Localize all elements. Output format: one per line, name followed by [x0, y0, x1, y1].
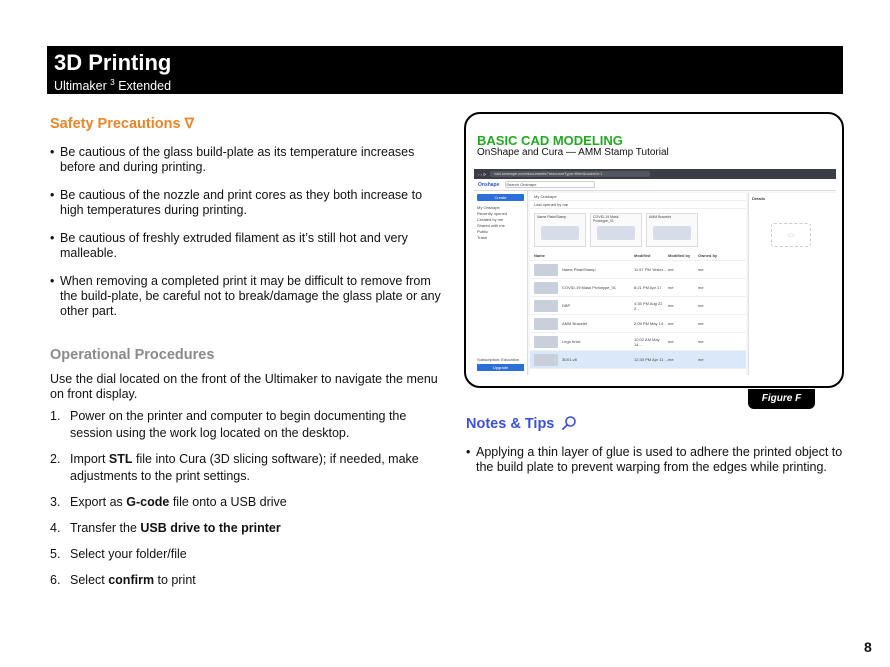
row-thumbnail [534, 336, 558, 348]
url-field: cad.onshape.com/documents?resourceType=filter&nodeId=1 [490, 171, 650, 177]
column-header: Modified by [668, 253, 691, 258]
sidebar-item: My Onshape [477, 205, 500, 210]
onshape-screenshot [474, 169, 836, 375]
step-number: 6. [50, 573, 61, 587]
step-text: Export as [70, 495, 127, 509]
subtitle-superscript: 3 [110, 78, 115, 87]
card-thumbnail [541, 226, 579, 240]
row-modified-by: me [668, 339, 674, 344]
row-owner: me [698, 339, 704, 344]
recent-card-name: AMM Bracelet [649, 215, 671, 219]
row-name: COVID-19 Mask Prototype_01 [562, 285, 617, 290]
operations-heading: Operational Procedures [50, 347, 215, 363]
row-modified-by: me [668, 267, 674, 272]
browser-nav-icon: ‹ › ⟳ [478, 171, 487, 177]
column-header: Name [534, 253, 545, 258]
step-emphasis: confirm [108, 573, 155, 587]
sidebar-item: Public [477, 229, 488, 234]
sidebar-item: Trash [477, 235, 488, 240]
card-thumbnail [653, 226, 691, 240]
step-text: Select [70, 573, 109, 587]
row-name: AMM Bracelet [562, 321, 588, 326]
row-thumbnail [534, 282, 558, 294]
subscription-label: Subscription: Education [477, 357, 520, 362]
recent-cards [530, 209, 746, 251]
procedure-step [50, 572, 442, 589]
recent-card-name: Name Plate/Stamp [537, 215, 567, 219]
upgrade-button: Upgrade [477, 364, 524, 371]
page-subtitle [54, 75, 836, 94]
figure-frame [464, 112, 844, 388]
row-name: Name Plate/Stamp [562, 267, 596, 272]
safety-list [50, 145, 442, 332]
procedure-step [50, 546, 442, 563]
table-row [530, 297, 746, 315]
subtitle-prefix: Ultimaker [54, 79, 107, 94]
recent-card [590, 213, 642, 247]
row-owner: me [698, 321, 704, 326]
row-modified: 4:35 PM Aug 22 2... [634, 300, 663, 311]
table-row [530, 333, 746, 351]
operations-intro: Use the dial located on the front of the Ultimaker to navigate the menu on front display. [50, 372, 438, 401]
column-header: Owned by [698, 253, 718, 258]
search-icon [561, 415, 577, 431]
figure-caption: Figure F [748, 389, 815, 409]
step-text: Transfer the [70, 521, 141, 535]
table-row [530, 261, 746, 279]
safety-item: • Be cautious of the nozzle and print cores as they both increase to high temperatures during printing. [50, 188, 442, 218]
figure-subtitle: OnShape and Cura — AMM Stamp Tutorial [477, 147, 669, 158]
page-title: 3D Printing [54, 50, 172, 75]
details-title: Details [752, 196, 766, 201]
table-row [530, 315, 746, 333]
details-panel [748, 193, 836, 375]
recent-label: Last opened by me [530, 201, 746, 209]
step-emphasis: STL [108, 452, 133, 466]
procedure-step [50, 408, 442, 442]
procedure-step [50, 494, 442, 511]
row-owner: me [698, 357, 704, 362]
procedure-steps [50, 408, 442, 598]
details-placeholder-icon: ▭ [771, 223, 811, 247]
table-header [530, 251, 746, 261]
safety-heading-text: Safety Precautions [50, 116, 181, 132]
app-sidebar [474, 191, 528, 375]
documents-panel [530, 193, 746, 375]
step-text: Select your folder/file [70, 547, 187, 561]
recent-card [534, 213, 586, 247]
step-number: 4. [50, 521, 61, 535]
browser-address-bar [474, 169, 836, 179]
row-owner: me [698, 285, 704, 290]
table-row-selected [530, 351, 746, 369]
page-header [47, 46, 843, 94]
sidebar-item: Created by me [477, 217, 504, 222]
row-modified: 10:02 AM May 14... [634, 336, 660, 347]
table-row [530, 279, 746, 297]
sidebar-item: Shared with me [477, 223, 505, 228]
create-button: Create [477, 194, 524, 201]
notes-list [466, 445, 846, 475]
row-modified: 2:05 PM May 14 ... [634, 321, 668, 326]
step-text-after: file into Cura (3D slicing software); if needed, make adjustments to the print settings. [70, 452, 419, 483]
row-modified: 11:57 PM Yester... [634, 267, 667, 272]
row-name: Lego brick [562, 339, 581, 344]
step-number: 2. [50, 452, 61, 466]
step-emphasis: G-code [126, 495, 170, 509]
procedure-step [50, 451, 442, 485]
notes-heading-text: Notes & Tips [466, 416, 555, 432]
safety-heading [50, 115, 194, 132]
step-number: 3. [50, 495, 61, 509]
search-input: Search Onshape [505, 181, 595, 188]
step-text-after: to print [154, 573, 196, 587]
row-modified-by: me [668, 321, 674, 326]
row-thumbnail [534, 300, 558, 312]
row-modified: 12:30 PM Apr 11 ... [634, 357, 668, 362]
step-text: Import [70, 452, 109, 466]
safety-item: • Be cautious of the glass build-plate as its temperature increases before and during printing. [50, 145, 442, 175]
recent-card [646, 213, 698, 247]
notes-heading [466, 415, 577, 432]
recent-card-name: COVID-19 Mask Prototype_01 [593, 215, 619, 223]
step-text: Power on the printer and computer to begin documenting the session using the work log located on the desktop. [70, 409, 407, 440]
onshape-logo: Onshape [478, 181, 500, 188]
safety-item: • Be cautious of freshly extruded filament as it’s still hot and very malleable. [50, 231, 442, 261]
figure-title: BASIC CAD MODELING [477, 133, 623, 148]
row-owner: me [698, 267, 704, 272]
sidebar-item: Recently opened [477, 211, 508, 216]
row-modified: 8:21 PM Apr 17 [634, 285, 662, 290]
row-modified-by: me [668, 357, 674, 362]
row-thumbnail [534, 264, 558, 276]
step-emphasis: USB drive to the printer [140, 521, 281, 535]
row-name: DBP [562, 303, 571, 308]
subtitle-suffix: Extended [118, 79, 172, 94]
card-thumbnail [597, 226, 635, 240]
breadcrumb: My Onshape [530, 193, 746, 201]
row-thumbnail [534, 354, 558, 366]
column-header: Modified [634, 253, 651, 258]
safety-item: • When removing a completed print it may be difficult to remove from the build-plate, be careful not to break/damage the glass plate or any other part. [50, 274, 442, 319]
notes-item: • Applying a thin layer of glue is used to adhere the printed object to the build plate to prevent warping from the edges while printing. [466, 445, 846, 475]
page-number: 8 [864, 639, 872, 655]
app-topbar [474, 179, 836, 191]
procedure-step [50, 520, 442, 537]
step-text-after: file onto a USB drive [169, 495, 287, 509]
row-owner: me [698, 303, 704, 308]
row-modified-by: me [668, 303, 674, 308]
row-name: 3D01.v8 [562, 357, 577, 362]
row-thumbnail [534, 318, 558, 330]
warning-triangle-icon: ∇ [184, 115, 194, 131]
step-number: 5. [50, 547, 61, 561]
row-modified-by: me [668, 285, 674, 290]
step-number: 1. [50, 409, 61, 423]
